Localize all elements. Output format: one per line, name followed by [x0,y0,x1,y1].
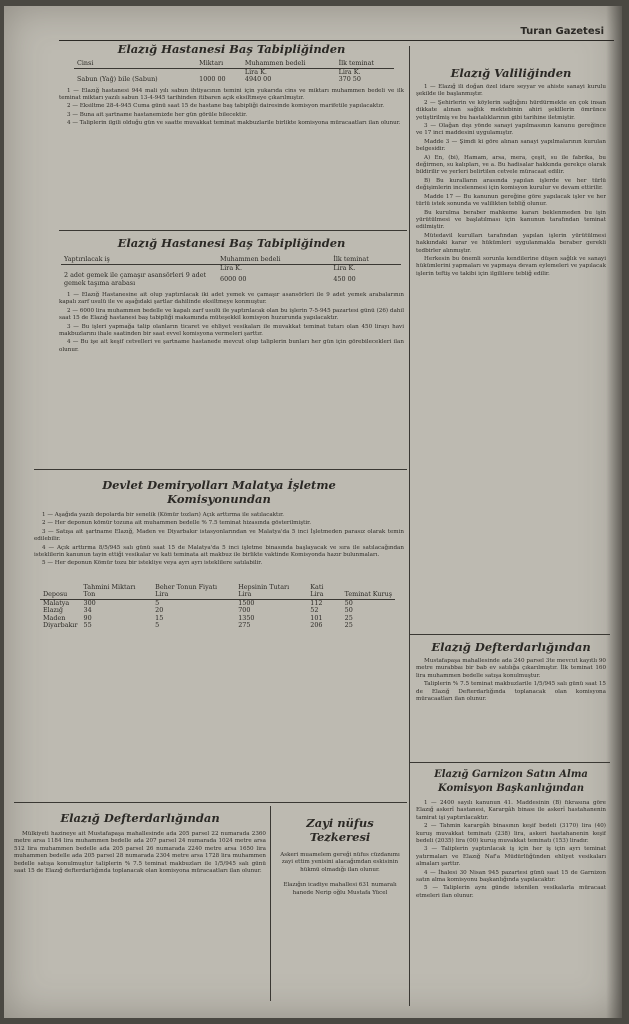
table-header: Teminat Kuruş [342,584,395,600]
paragraph: 2 — Eksiltme 28-4-945 Cuma günü saat 15 de hastane baş tabipliği dairesinde komisyon marifetile yapılacaktır. [67,103,385,110]
table-cell: 50 [344,598,353,607]
paragraph: Madde 3 — Şimdi ki göre alınan sanayi yapılmalarının kurulan belgesidir. [416,138,606,153]
table-cell: 15 [155,613,164,622]
paragraph: 2 — Her deponun kömür tozuna ait muhammen bedelle % 7.5 teminat hizasında gösterilmiştir. [42,520,311,527]
table-cell: 34 [83,606,92,615]
paragraph: 4 — Taliplerin ilgili olduğu gün ve saatte muvakkat teminat makbuzlarile birlikte komisyona müracaatları ilan olunur. [67,120,401,127]
hospital-notice-1 [59,42,404,228]
railways-table [40,584,395,630]
table-subheader: Lira K. [338,67,361,76]
paragraph: A) En, (bi), Hamam, arsa, mera, çeşit, su ile fabrika, bu değirmen, su kalıpları, ve a. Bu hadisalar hakkında gerekçe olarak bildirilir ve yerleri belirtilen cetvele müracaat edilir. [416,154,606,176]
masthead [59,26,614,41]
paragraph: 3 — Buna ait şartname hastanemizde her gün görüle bilecektir. [67,111,247,118]
valilik-notice [416,66,606,631]
railways-notice-body [34,512,404,568]
table-subheader: Lira K. [244,67,267,76]
hospital-notice-1-body [59,88,404,128]
nufus-notice [276,816,404,1001]
table-header: Kati Lira [307,584,341,600]
table-cell: 206 [310,621,323,630]
table-cell: 1000 00 [199,75,226,83]
table-cell: 25 [344,621,353,630]
nufus-notice-title: Zayi nüfus Tezkeresi [306,816,374,844]
defterdarlik-notice-2-body [416,658,606,703]
paragraph: Mülkiyeti hazineye ait Mustafapaşa mahallesinde ada 205 parsel 22 numarada 2360 metre arsa 1184 lira muhammen bedelle ada 207 parsel 24 numarada 1024 metre arsa 512 lira muhammen bedelle ada 205 parsel 26 numarada 2240 metre arsa 1650 lira muhammen bedelle ada 205 parsel 28 numarada 2304 metre arsa 1728 lira muhammen bedelle satışa konulmuştur taliplerin % 7.5 teminat makbuzları ile 1/5/945 salı günü saat 15 de Elazığ defterdarlığında toplanacak olan komisyona müracaatları ilan olunur. [14,831,266,875]
paragraph: 3 — Olağan dışı yönde sanayi yapılmasının kanunu gereğince ve 17 inci maddesini uygulamıştır. [416,123,606,137]
table-cell: 370 50 [338,75,361,83]
table-subheader: Lira K. [220,263,242,272]
table-header: Muhammen bedeli [242,60,336,68]
table-header: Miktarı [196,60,242,68]
paragraph: Madde 17 — Bu kanunun gereğine göre yapılacak işler ve her türlü istek sonunda ve valilikten tebliğ olunur. [416,193,606,208]
hospital-notice-2-table [61,256,401,287]
masthead-title: Turan Gazetesi [520,26,604,37]
nufus-notice-body [276,852,404,897]
table-header: Cinsi [74,60,196,68]
defterdarlik-notice-2 [416,640,606,758]
paragraph: Mustafapaşa mahallesinde ada 240 parsel 3te mevcut kayıtlı 90 metre murabbaı bir bab ev satılığa çıkarılmıştır. İlk teminat 160 lira muhammen bedelle satışa konulmuştur. [416,658,606,679]
table-cell: 20 [155,606,164,615]
paragraph: 5 — Taliplerin aynı günde istenilen vesikalarla müracaat etmeleri ilan olunur. [416,885,606,899]
table-cell: Diyarbakır [43,621,78,630]
table-cell: 5 [155,598,160,607]
column-divider [409,46,410,1006]
hospital-notice-1-table [74,60,394,84]
table-header: Yaptırılacak iş [61,256,217,264]
paragraph: 5 — Her deponun Kömür tozu bir istekliye veya ayrı ayrı isteklilere satılabilir. [42,560,263,567]
section-divider [34,469,407,470]
paragraph: Herkesin bu önemli sorunla kendilerine düşen sağlık ve sanayi hükümlerini yapmaları ve yapmaya devam eylemeleri ve yapılacak işlerin teftiş ve takibi için ilgililere tebliğ edilir. [416,255,606,277]
defterdarlik-notice-1-body [14,831,266,875]
paragraph: 1 — Elazığ Hastanesine ait olup yaptırılacak iki adet yemek ve çamaşır asansörleri ile 9 adet yemek arabalarının kapalı zarf usulü ile ve aşağıdaki şartlar dahilinde eksiltmeye konmuştur. [59,292,404,306]
paragraph: 1 — 2400 sayılı kanunun 41. Maddesinin (B) fıkrasına göre Elazığ askerî hastanesi, Karargâh binası ile askerî hastahanenin tamirat işi yaptırılacaktır. [416,800,606,821]
paragraph: 2 — 6000 lira muhammen bedelle ve kapalı zarf usulü ile yaptırılacak olan bu işlerin 7-5-945 pazartesi günü (26) dahil saat 15 de Elazığ hastanesi baş tabipliği makamında müteşekkil komisyon huzurunda yapılacaktır. [59,307,404,322]
paragraph: 4 — Bu işe ait keşif cetvelleri ve şartname hastanede mevcut olup taliplerin bunları her gün için görebilecekleri ilan olunur. [59,339,404,353]
column-divider-bottom [270,806,271,1001]
table-cell: 50 [344,606,353,615]
hospital-notice-2-title: Elazığ Hastanesi Baş Tabipliğinden [117,236,346,250]
table-cell: 2 adet gemek ile çamaşır asansörleri 9 adet gemek taşıma arabası [64,271,207,287]
table-row [40,615,395,623]
hospital-notice-2 [59,236,404,466]
paragraph: 4 — Açık arttırma 8/5/945 salı günü saat 15 de Malatya'da 5 inci işletme binasında başlayacak ve sıra ile satılacağından isteklilerin kanunun tayin ettiği vesikalar ve kati teminata ait makbuz ile birlikte vaktinde Komisyonda hazır bulunmaları. [34,544,404,559]
section-divider [59,230,407,231]
railways-notice-title: Devlet Demiryolları Malatya İşletme Komisyonundan [102,478,336,506]
paragraph: Elazığın icadiye mahallesi 631 numaralı hanede Nerip oğlu Mustafa Yücel [283,882,397,896]
table-cell: 450 00 [333,274,356,283]
paragraph: B) Bu kuralların arasında yapılan işlerde ve her türlü değişimlerin incelenmesi için komisyon kurulur ve devam ettirilir. [416,177,606,192]
garrison-notice [416,768,606,1003]
table-row [40,599,395,607]
table-header: Deposu [40,584,81,600]
table-cell: 300 [83,598,96,607]
table-cell: 101 [310,613,323,622]
valilik-notice-title: Elazığ Valiliğinden [450,66,572,80]
paragraph: Mütedavil kurulları tarafından yapılan işlerin yürütülmesi hakkındaki karar ve hükümleri uygulanmakla beraber gerekli tedbirler alınmıştır. [416,232,606,254]
paragraph: 3 — Satışa ait şartname Elazığ, Maden ve Diyarbakır istasyonlarından ve Malatya'da 5 inci İşletmeden parasız olarak temin edilebilir. [34,528,404,543]
hospital-notice-1-title: Elazığ Hastanesi Baş Tabipliğinden [117,42,346,56]
table-cell: 55 [83,621,92,630]
paragraph: 3 — Taliplerin yaptırılacak iş için her iş için ayrı teminat yatırmaları ve Elazığ Naf'a Müdürlüğünden ehliyet vesikaları almaları şarttır. [416,846,606,868]
defterdarlik-notice-1 [14,811,266,1006]
table-header: Beher Tonun Fiyatı Lira [152,584,235,600]
table-cell: 6000 00 [220,274,247,283]
newspaper-page [4,6,622,1018]
table-header: İlk teminat [336,60,394,68]
garrison-notice-body [416,800,606,900]
table-header: Tahmini Miktarı Ton [81,584,153,600]
valilik-notice-body [416,84,606,278]
table-header: İlk teminat [330,256,401,264]
paragraph: 3 — Bu işleri yapmağa talip olanların ticaret ve ehliyet vesikaları ile muvakkat teminat tutarı olan 450 lirayı havi makbuzlarını ihale saatinden bir saat evvel komisyona vermeleri şarttır. [59,323,404,338]
table-row [40,607,395,615]
table-cell: Elazığ [43,606,64,615]
table-cell: 1350 [238,613,255,622]
paragraph: 2 — Şehirlerin ve köylerin sağlığını hürdürmekte en çok insan dikkate alınan sağlık mektebinin ahiri şekillerin ömrünce yetiştirilmiş ve bu hastalıklarının gibi tarihine iletmiştir. [416,99,606,121]
table-cell: 1500 [238,598,255,607]
defterdarlik-notice-1-title: Elazığ Defterdarlığından [60,811,220,825]
paragraph: 1 — Elazığ ili doğan özel idare seyyar ve ahiste sanayi kurulu şekilde ile başlanmıştır. [416,84,606,98]
section-divider [410,762,610,763]
table-row [40,622,395,630]
table-cell: 4940 00 [244,75,272,83]
table-cell: 5 [155,621,160,630]
table-header: Hepsinin Tutarı Lira [235,584,307,600]
paragraph: 4 — İhalesi 30 Nisan 945 pazartesi günü saat 15 de Garnizon satın alma komisyonu başkanlığında yapılacaktır. [416,869,606,884]
table-cell: 52 [310,606,319,615]
table-cell: 700 [238,606,251,615]
hospital-notice-2-body [59,292,404,354]
defterdarlik-notice-2-title: Elazığ Defterdarlığından [431,640,591,654]
table-subheader: Lira K. [333,263,356,272]
railways-notice [34,478,404,798]
table-cell: 275 [238,621,251,630]
table-cell: Sabun (Yağ) bile (Sabun) [77,75,158,83]
paragraph: 2 — Tahmin karargâh binasının keşif bedeli (3170) lira (40) kuruş muvakkat teminatı (238) lira, askeri hastahanenin keşif bedeli (2035) lira (00) kuruş muvakkat teminatı (153) liradır. [416,823,606,845]
paragraph: 1 — Elazığ hastanesi 944 mali yılı sabun ihtiyacının temini için yukarıda cins ve miktarı muhammen bedeli ve ilk teminat miktarı yazılı sabun 13-4-945 tarihinden itibaren açık eksiltmeye çıkarılmıştır. [59,87,404,101]
table-cell: Malatya [43,598,70,607]
paragraph: Bu kurulma beraber mahkeme kararı beklenmeden bu işin yürütülmesi ve başlatılması için kanunun tarafından teminat edilmiştir. [416,209,606,231]
table-cell: 112 [310,598,323,607]
paragraph: Askeri muamelem gereği nüfus cüzdanımı zayi ettim yenisini alacağımdan eskisinin hükmü olmadığı ilan olunur. [280,852,400,873]
page-spine-shadow [606,6,622,1018]
table-header: Muhammen bedeli [217,256,330,264]
paragraph: Taliplerin % 7.5 teminat makbuzlarile 1/5/945 salı günü saat 15 de Elazığ Defterdarlığında toplanacak olan komisyona müracaatları ilan olunur. [416,681,606,703]
table-cell: 25 [344,613,353,622]
table-cell: Maden [43,613,66,622]
garrison-notice-title: Elazığ Garnizon Satın Alma Komisyon Başkanlığından [434,769,588,794]
section-divider [410,634,610,635]
section-divider [14,802,407,803]
table-cell: 90 [83,613,92,622]
paragraph: 1 — Aşağıda yazılı depolarda bir senelik (Kömür tozları) Açık arttırma ile satılacaktır. [42,512,284,518]
